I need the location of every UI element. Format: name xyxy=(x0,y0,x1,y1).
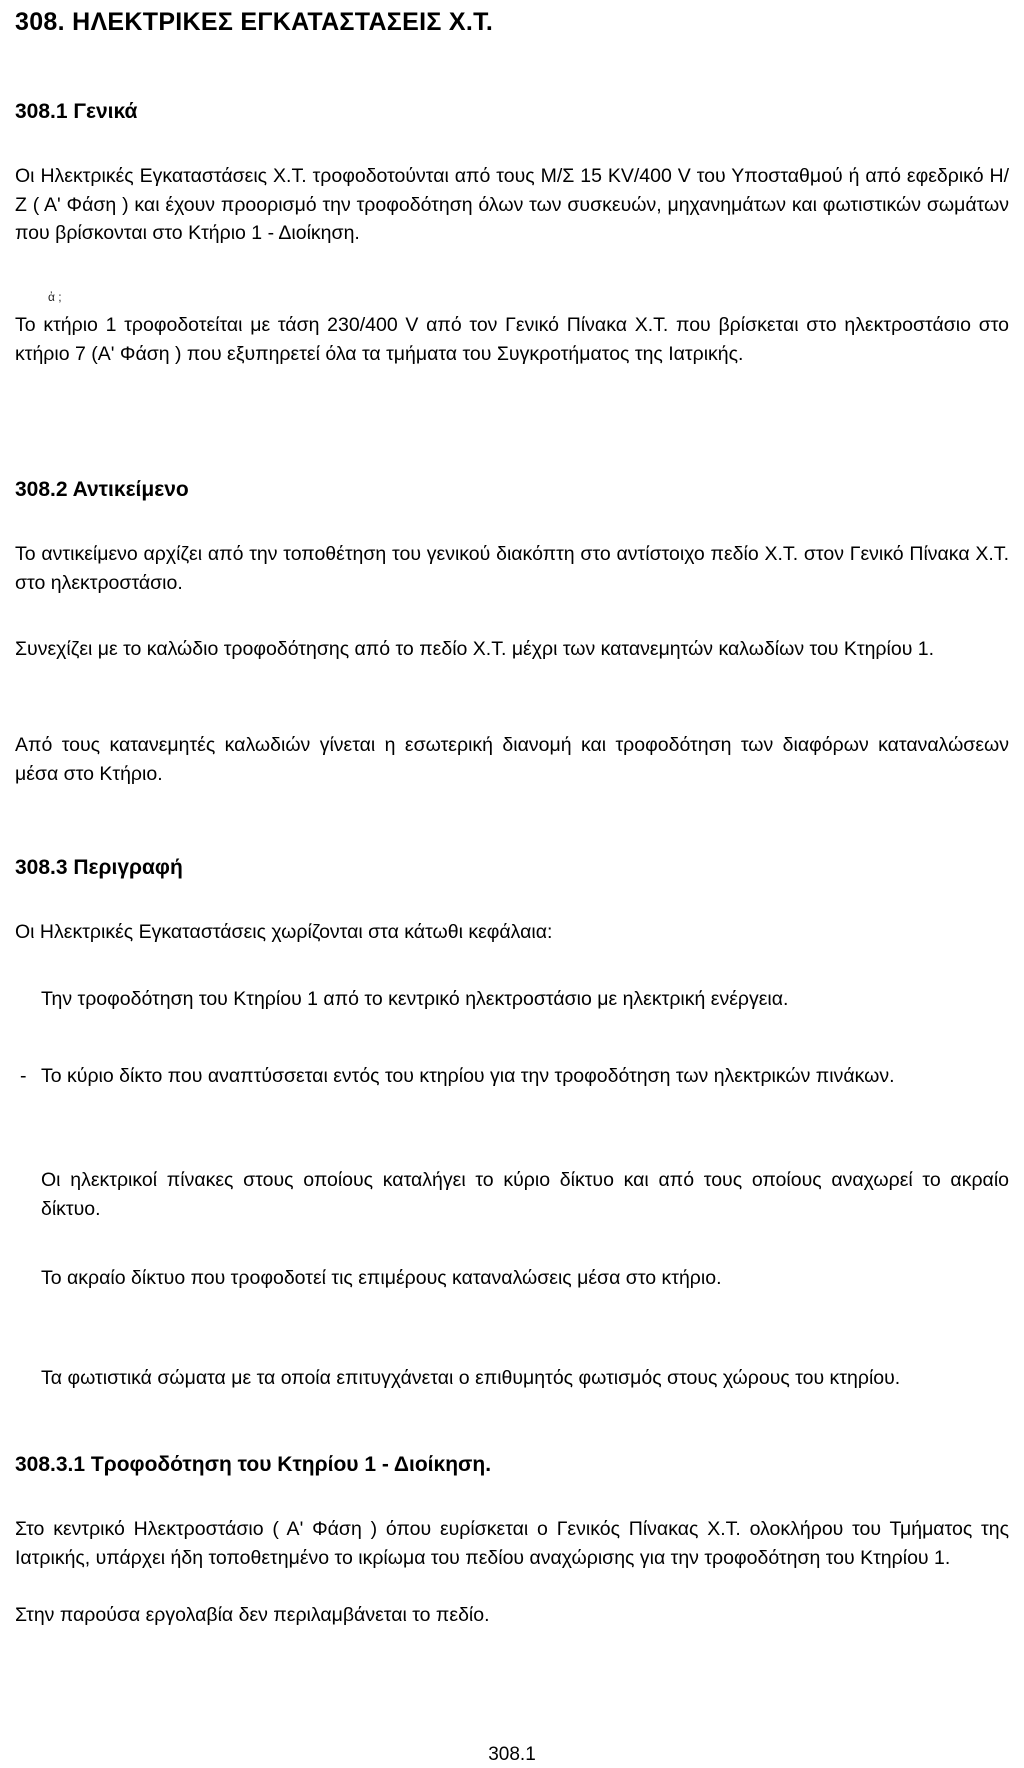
list-item-supply: Την τροφοδότηση του Κτηρίου 1 από το κεντρικό ηλεκτροστάσιο με ηλεκτρική ενέργεια. xyxy=(41,988,789,1010)
paragraph-building-supply: Το κτήριο 1 τροφοδοτείται με τάση 230/400 V από τον Γενικό Πίνακα Χ.Τ. που βρίσκεται στο ηλεκτροστάσιο στο κτήριο 7 (Α' Φάση ) που εξυπηρετεί όλα τα τμήματα του Συγκροτήματος της Ιατρικής. xyxy=(15,314,1009,365)
paragraph-contract-exclusion: Στην παρούσα εργολαβία δεν περιλαμβάνεται το πεδίο. xyxy=(15,1604,490,1626)
document-title: 308. ΗΛΕΚΤΡΙΚΕΣ ΕΓΚΑΤΑΣΤΑΣΕΙΣ Χ.Τ. xyxy=(15,8,494,36)
paragraph-description-intro: Οι Ηλεκτρικές Εγκαταστάσεις χωρίζονται στα κάτωθι κεφάλαια: xyxy=(15,921,553,943)
section-heading-building-supply: 308.3.1 Τροφοδότηση του Κτηρίου 1 - Διοίκηση. xyxy=(15,1453,492,1476)
section-heading-scope: 308.2 Αντικείμενο xyxy=(15,478,189,501)
paragraph-general-intro: Οι Ηλεκτρικές Εγκαταστάσεις Χ.Τ. τροφοδοτούνται από τους Μ/Σ 15 KV/400 V του Υποσταθμού ή από εφεδρικό Η/Ζ ( Α' Φάση ) και έχουν προορισμό την τροφοδότηση όλων των συσκευών, μηχανημάτων και φωτιστικών σωμάτων που βρίσκονται στο Κτήριο 1 - Διοίκηση. xyxy=(15,165,1009,244)
scan-mark: ἀ ; xyxy=(48,290,62,304)
paragraph-central-substation: Στο κεντρικό Ηλεκτροστάσιο ( Α' Φάση ) όπου ευρίσκεται ο Γενικός Πίνακας Χ.Τ. ολοκλήρου του Τμήματος της Ιατρικής, υπάρχει ήδη τοποθετημένο το ικρίωμα του πεδίου αναχώρισης για την τροφοδότηση του Κτηρίου 1. xyxy=(15,1518,1009,1569)
section-heading-general: 308.1 Γενικά xyxy=(15,100,138,123)
list-dash: - xyxy=(20,1065,27,1087)
list-item-panels: Οι ηλεκτρικοί πίνακες στους οποίους καταλήγει το κύριο δίκτυο και από τους οποίους αναχωρεί το ακραίο δίκτυο. xyxy=(41,1169,1009,1220)
paragraph-scope-cable: Συνεχίζει με το καλώδιο τροφοδότησης από το πεδίο Χ.Τ. μέχρι των κατανεμητών καλωδίων του Κτηρίου 1. xyxy=(15,638,935,660)
page-number: 308.1 xyxy=(488,1744,536,1765)
list-item-luminaires: Τα φωτιστικά σώματα με τα οποία επιτυγχάνεται ο επιθυμητός φωτισμός στους χώρους του κτηρίου. xyxy=(41,1367,901,1389)
paragraph-scope-distribution: Από τους κατανεμητές καλωδιών γίνεται η εσωτερική διανομή και τροφοδότηση των διαφόρων καταναλώσεων μέσα στο Κτήριο. xyxy=(15,734,1009,785)
section-heading-description: 308.3 Περιγραφή xyxy=(15,856,183,879)
list-item-main-network: Το κύριο δίκτο που αναπτύσσεται εντός του κτηρίου για την τροφοδότηση των ηλεκτρικών πινάκων. xyxy=(41,1065,895,1087)
list-item-terminal-network: Το ακραίο δίκτυο που τροφοδοτεί τις επιμέρους καταναλώσεις μέσα στο κτήριο. xyxy=(41,1267,722,1289)
paragraph-scope-start: Το αντικείμενο αρχίζει από την τοποθέτηση του γενικού διακόπτη στο αντίστοιχο πεδίο Χ.Τ. στον Γενικό Πίνακα Χ.Τ. στο ηλεκτροστάσιο. xyxy=(15,543,1009,594)
